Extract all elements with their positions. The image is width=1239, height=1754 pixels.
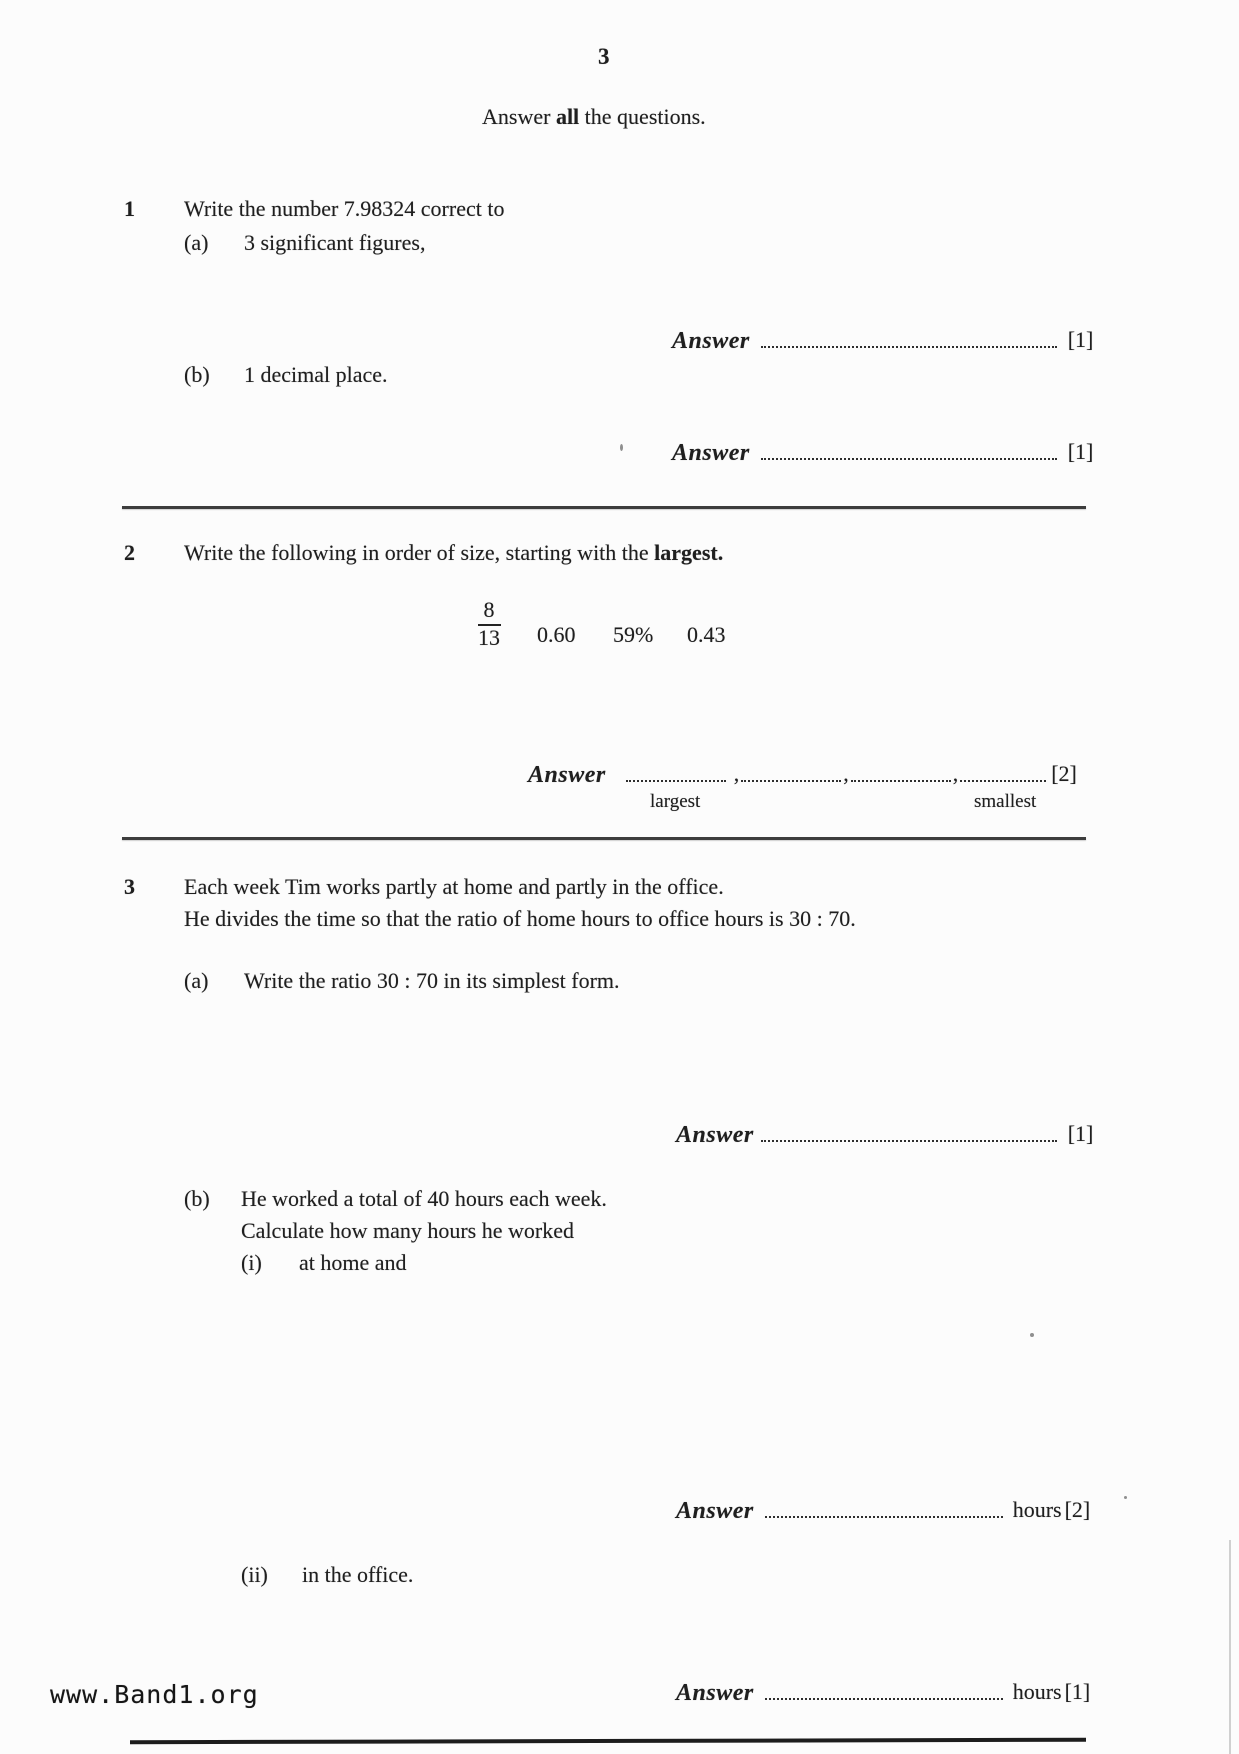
instruction-post: the questions. (579, 104, 706, 129)
q1-number: 1 (124, 196, 135, 221)
q3a-text: Write the ratio 30 : 70 in its simplest form. (244, 968, 620, 993)
section-divider (122, 506, 1086, 509)
q1b-answer-label: Answer (672, 440, 750, 466)
q2-number: 2 (124, 540, 135, 565)
answer-dotted-line (960, 775, 1046, 782)
answer-line-q3bi (676, 1498, 1090, 1522)
q2-smallest-label: smallest (974, 791, 1037, 812)
q2-answer-label: Answer (528, 762, 606, 788)
answer-dotted-line (761, 1135, 1057, 1142)
q2-fraction-denominator: 13 (478, 625, 500, 650)
q3bi-label: (i) (241, 1250, 262, 1275)
q3a-answer-label: Answer (676, 1122, 754, 1148)
q2-text-bold: largest. (654, 540, 724, 565)
q2-text-pre: Write the following in order of size, starting with the (184, 540, 655, 565)
q1b-label: (b) (184, 362, 210, 387)
q3bi-answer-label: Answer (676, 1498, 754, 1524)
q2-largest-label: largest (650, 791, 701, 812)
q1a-label: (a) (184, 230, 209, 255)
q3bii-answer-label: Answer (676, 1680, 754, 1706)
q2-text (184, 540, 723, 566)
answer-line-q1b (672, 440, 1093, 464)
q2-value-2: 59% (613, 622, 654, 647)
q3a-label: (a) (184, 968, 209, 993)
q3b-label: (b) (184, 1186, 210, 1211)
q3bii-marks: [1] (1064, 1679, 1091, 1704)
q1b-text: 1 decimal place. (244, 362, 388, 387)
q2-marks: [2] (1051, 761, 1077, 786)
answer-dotted-line (765, 1693, 1003, 1700)
q2-comma: , (952, 761, 959, 786)
answer-dotted-line (765, 1511, 1003, 1518)
watermark-url: www.Band1.org (50, 1680, 259, 1709)
scan-speck (620, 444, 623, 451)
answer-dotted-line (761, 341, 1057, 348)
q3bii-unit: hours (1012, 1679, 1062, 1704)
answer-dotted-line (626, 775, 726, 782)
q3b-line1: He worked a total of 40 hours each week. (241, 1186, 607, 1211)
q2-fraction (470, 598, 508, 650)
q3b-line2: Calculate how many hours he worked (241, 1218, 574, 1243)
q2-comma: , (733, 761, 740, 786)
answer-dotted-line (761, 453, 1057, 460)
instruction-bold: all (555, 104, 580, 129)
q2-value-3: 0.43 (687, 622, 726, 647)
q1-text: Write the number 7.98324 correct to (184, 196, 505, 221)
answer-line-q1a (672, 328, 1093, 352)
section-divider (122, 837, 1086, 840)
q1a-answer-label: Answer (672, 328, 750, 354)
answer-line-q3bii (676, 1680, 1090, 1704)
q2-comma: , (843, 761, 849, 786)
answer-dotted-line (851, 775, 951, 782)
q3bi-marks: [2] (1064, 1497, 1091, 1522)
q2-fraction-numerator: 8 (478, 598, 501, 626)
q1a-text: 3 significant figures, (244, 230, 426, 255)
q2-value-1: 0.60 (537, 622, 576, 647)
scan-speck (1030, 1333, 1034, 1337)
q3a-marks: [1] (1067, 1121, 1094, 1146)
q3bi-text: at home and (299, 1250, 407, 1275)
answer-dotted-line (741, 775, 841, 782)
answer-line-q2 (528, 762, 1077, 786)
scan-speck (1124, 1496, 1127, 1499)
q1b-marks: [1] (1067, 439, 1094, 464)
page-instruction (482, 104, 706, 130)
q3-number: 3 (124, 874, 135, 899)
q3-line1: Each week Tim works partly at home and partly in the office. (184, 874, 724, 899)
q3-line2: He divides the time so that the ratio of home hours to office hours is 30 : 70. (184, 906, 856, 931)
answer-line-q3a (676, 1122, 1093, 1146)
q3bi-unit: hours (1012, 1497, 1062, 1522)
instruction-pre: Answer (482, 104, 556, 129)
q3bii-text: in the office. (302, 1562, 414, 1587)
scan-edge-shadow (1229, 1540, 1231, 1754)
q1a-marks: [1] (1067, 327, 1094, 352)
q3bii-label: (ii) (241, 1562, 268, 1587)
page-number: 3 (598, 44, 610, 69)
page-bottom-rule (130, 1738, 1086, 1745)
